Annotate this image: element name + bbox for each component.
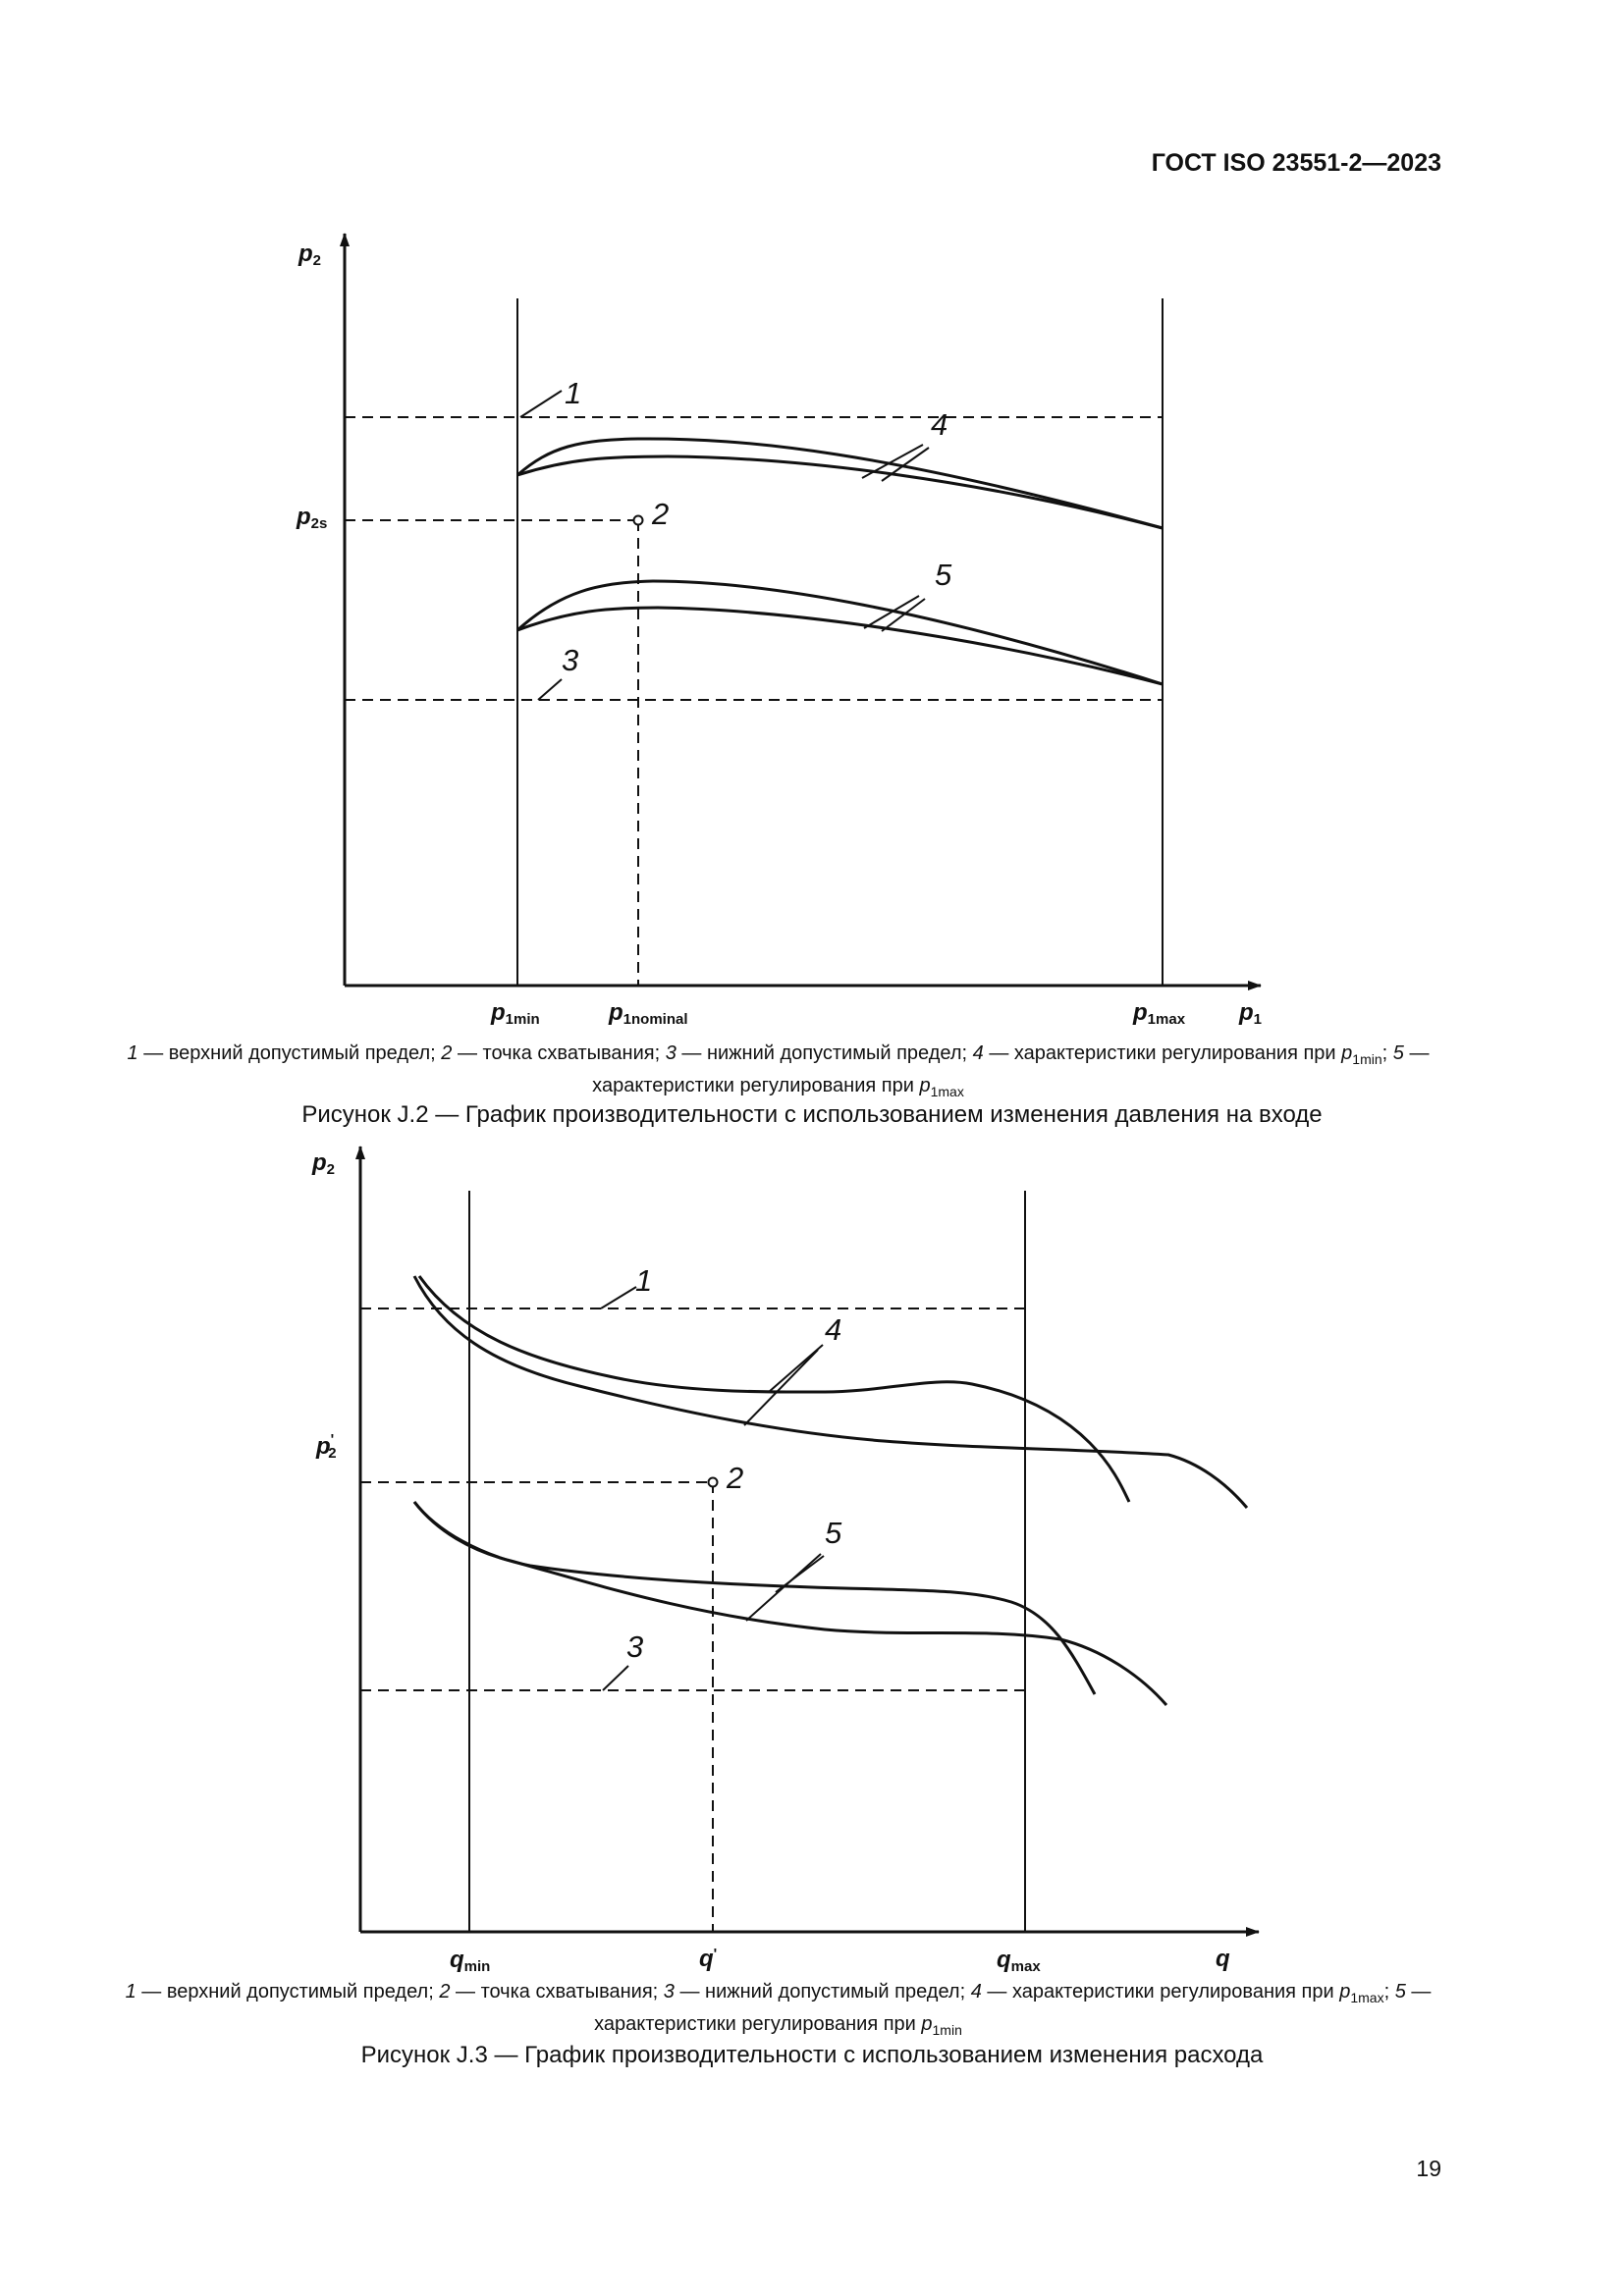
j3-x-label-qmax: qmax bbox=[997, 1947, 1041, 1975]
j3-leader-4b bbox=[744, 1350, 818, 1425]
j2-leader-1 bbox=[520, 391, 562, 417]
j2-x-label-p1min: p1min bbox=[491, 999, 540, 1028]
j2-x-label-p1max: p1max bbox=[1133, 999, 1186, 1028]
figure-j2-caption: Рисунок J.2 — График производительности с использованием изменения давления на входе bbox=[301, 1101, 1323, 1128]
j3-p2prime-label: p' 2 bbox=[316, 1431, 337, 1462]
j3-curve-5a bbox=[414, 1502, 1095, 1694]
j3-x-axis-label: q bbox=[1216, 1946, 1230, 1972]
j3-callout-4: 4 bbox=[825, 1312, 842, 1347]
figure-j3 bbox=[0, 1129, 1624, 1993]
j3-curve-5b bbox=[414, 1502, 1166, 1705]
j2-set-point bbox=[634, 516, 643, 525]
j2-curve-4b bbox=[517, 456, 1163, 528]
j3-x-label-qprime: q' bbox=[699, 1946, 718, 1972]
j3-callout-2: 2 bbox=[727, 1461, 744, 1495]
j2-x-label-p1nominal: p1nominal bbox=[609, 999, 688, 1028]
figure-j3-caption: Рисунок J.3 — График производительности с использованием изменения расхода bbox=[360, 2042, 1264, 2068]
j3-y-axis-label: p2 bbox=[312, 1149, 336, 1178]
j2-curve-5b bbox=[517, 608, 1163, 684]
j2-callout-3: 3 bbox=[562, 643, 579, 677]
j3-callout-5: 5 bbox=[825, 1516, 842, 1550]
j3-callout-1: 1 bbox=[635, 1263, 653, 1298]
document-header: ГОСТ ISO 23551-2—2023 bbox=[1151, 149, 1441, 177]
j3-x-label-qmin: qmin bbox=[450, 1947, 491, 1975]
figure-j2 bbox=[0, 0, 1624, 1060]
page-number: 19 bbox=[1416, 2156, 1441, 2181]
j2-curve-5a bbox=[517, 581, 1163, 684]
j2-callout-2: 2 bbox=[652, 497, 670, 531]
j3-leader-1 bbox=[601, 1287, 636, 1308]
j3-callout-3: 3 bbox=[626, 1629, 644, 1664]
figure-j2-legend: 1 — верхний допустимый предел; 2 — точка схватывания; 3 — нижний допустимый предел; 4 — характеристики регулирования при $p_{1min}$; 5 — характеристики регулирования при $p_{1max}$ bbox=[127, 1042, 1430, 1099]
j2-curve-4a bbox=[517, 439, 1163, 528]
j2-callout-4: 4 bbox=[931, 407, 948, 442]
j3-set-point bbox=[709, 1478, 718, 1487]
j2-y-axis-label: p2 bbox=[298, 240, 322, 269]
j2-callout-5: 5 bbox=[935, 558, 952, 592]
j2-leader-3 bbox=[538, 679, 562, 700]
j3-curve-4a bbox=[419, 1276, 1129, 1502]
j2-callout-1: 1 bbox=[565, 376, 582, 410]
j2-x-axis-label: p1 bbox=[1239, 999, 1263, 1028]
j2-p2s-label: p2s bbox=[297, 504, 328, 532]
figure-j3-legend: 1 — верхний допустимый предел; 2 — точка схватывания; 3 — нижний допустимый предел; 4 — характеристики регулирования при $p_{1max}$; 5 — характеристики регулирования при $p_{1min}$ bbox=[125, 1981, 1432, 2038]
j3-leader-3 bbox=[603, 1666, 628, 1690]
